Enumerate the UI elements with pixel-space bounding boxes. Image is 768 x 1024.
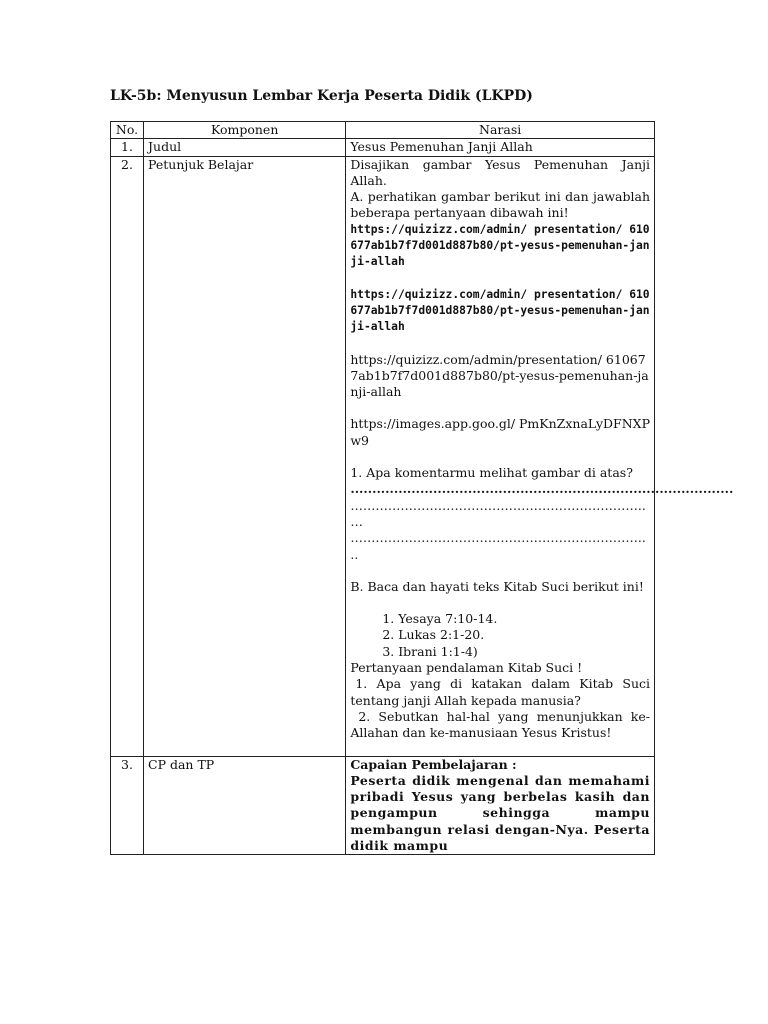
intro-text: Disajikan gambar Yesus Pemenuhan Janji Allah.: [350, 156, 650, 188]
page-title: LK-5b: Menyusun Lembar Kerja Peserta Didik (LKPD): [110, 88, 533, 104]
cp-text: Peserta didik mengenal dan memahami pribadi Yesus yang berbelas kasih dan pengampun sehingga mampu membangun relasi dengan-Nya. Peserta didik mampu: [350, 772, 650, 853]
part-b-instruction: B. Baca dan hayati teks Kitab Suci berikut ini!: [350, 578, 644, 594]
pendalaman-question: 1. Apa yang di katakan dalam Kitab Suci tentang janji Allah kepada manusia?: [350, 676, 650, 708]
table-row: [111, 756, 655, 855]
row-number: 2.: [111, 156, 144, 756]
header-narasi: Narasi: [346, 122, 655, 139]
lkpd-table: [110, 121, 734, 855]
row-komponen: CP dan TP: [144, 756, 346, 855]
scripture-ref: 1. Yesaya 7:10-14.: [382, 611, 498, 627]
row-komponen: Petunjuk Belajar: [144, 156, 346, 756]
row-number: 1.: [111, 139, 144, 156]
answer-line: ........................................................................................: [350, 481, 734, 497]
cp-heading: Capaian Pembelajaran :: [350, 756, 517, 772]
scripture-ref: 2. Lukas 2:1-20.: [382, 627, 485, 643]
answer-line: …: [350, 513, 363, 529]
answer-line: ……………………………………………………………..: [350, 530, 646, 546]
row-komponen: Judul: [144, 139, 346, 156]
row-narasi: [346, 756, 655, 855]
answer-line: ..: [350, 546, 359, 562]
row-narasi: [346, 156, 734, 756]
quizizz-link[interactable]: https://quizizz.com/admin/presentation/ 610677ab1b7f7d001d887b80/pt-yesus-pemenuhan-janji-allah: [350, 351, 649, 400]
row-narasi: Yesus Pemenuhan Janji Allah: [346, 139, 655, 156]
pendalaman-heading: Pertanyaan pendalaman Kitab Suci !: [350, 660, 583, 676]
scripture-ref: 3. Ibrani 1:1-4): [382, 643, 478, 659]
part-a-instruction: A. perhatikan gambar berikut ini dan jawablah beberapa pertanyaan dibawah ini!: [350, 189, 650, 221]
table-row: [111, 156, 655, 756]
row-number: 3.: [111, 756, 144, 855]
question-1: 1. Apa komentarmu melihat gambar di atas?: [350, 465, 633, 481]
quizizz-link[interactable]: https://quizizz.com/admin/ presentation/ 610677ab1b7f7d001d887b80/pt-yesus-pemenuhan-janji-allah: [350, 287, 650, 334]
header-komponen: Komponen: [144, 122, 346, 139]
pendalaman-question: 2. Sebutkan hal-hal yang menunjukkan ke-Allahan dan ke-manusiaan Yesus Kristus!: [350, 708, 650, 741]
table-header-row: [111, 122, 655, 139]
table-row: [111, 139, 655, 156]
header-no: No.: [111, 122, 144, 139]
image-link[interactable]: https://images.app.goo.gl/ PmKnZxnaLyDFNXPw9: [350, 416, 650, 448]
quizizz-link[interactable]: https://quizizz.com/admin/ presentation/ 610677ab1b7f7d001d887b80/pt-yesus-pemenuhan-janji-allah: [350, 222, 650, 269]
answer-line: ……………………………………………………………..: [350, 497, 646, 513]
